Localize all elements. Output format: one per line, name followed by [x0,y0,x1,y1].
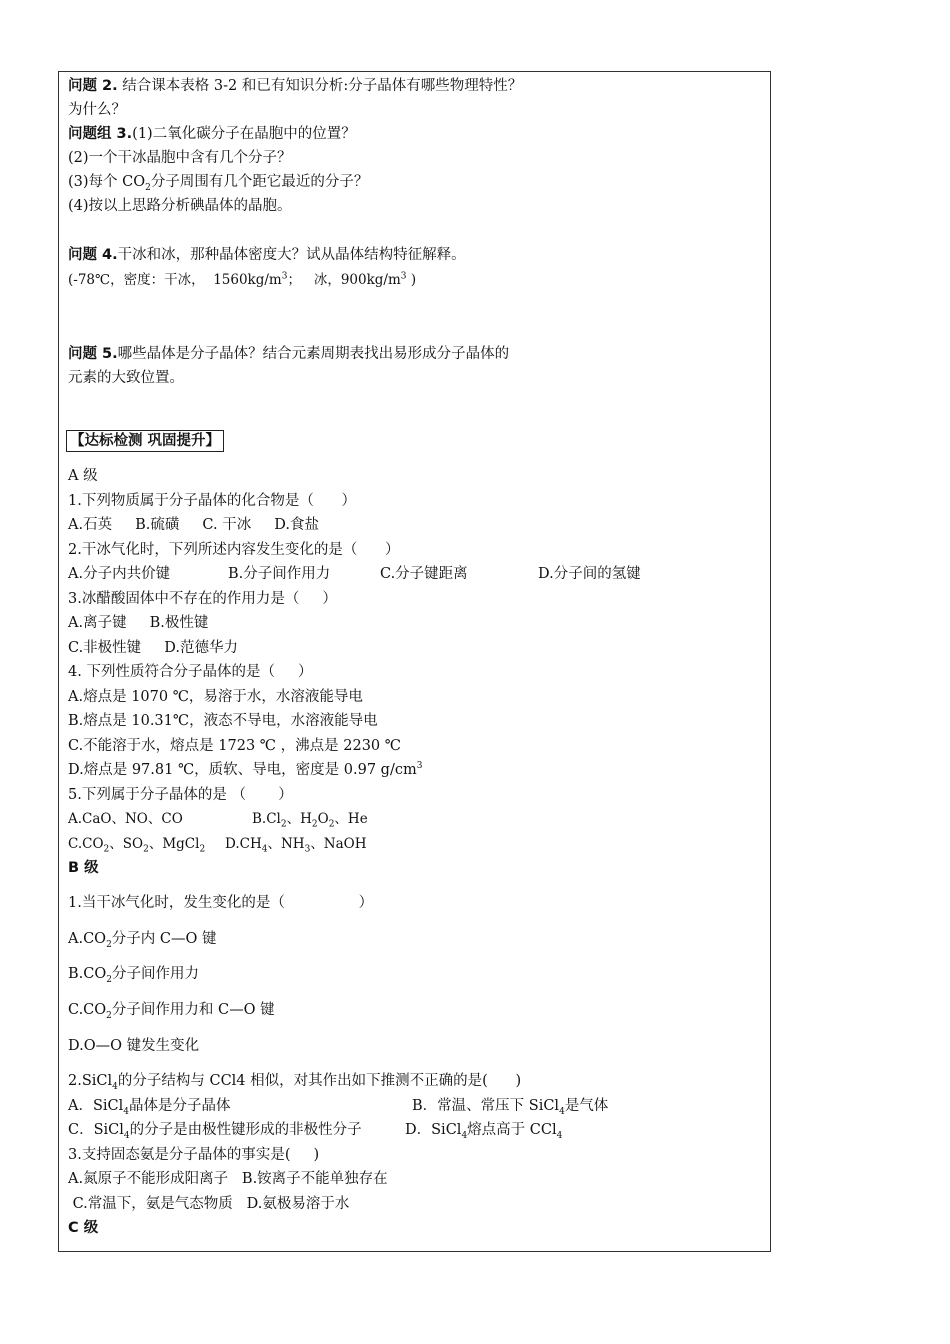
question-2-line2: 为什么？ [68,102,126,118]
question-5-text: 哪些晶体是分子晶体？结合元素周期表找出易形成分子晶体的 [117,346,510,362]
level-a-title: A 级 [68,468,98,484]
a-q4-option-d: D.熔点是 97.81 ℃，质软、导电，密度是 0.97 $g/cm^3$ [68,761,423,778]
b-q3-options-cd: C.常温下，氨是气态物质 D.氨极易溶于水 [68,1196,350,1212]
question-5-line2: 元素的大致位置。 [68,370,184,386]
b-q2: 2.SiCl$_4$的分子结构与 CCl4 相似，对其作出如下推测不正确的是( ) [68,1073,522,1092]
question-3-part4: (4)按以上思路分析碘晶体的晶胞。 [68,198,292,214]
question-3-label: 问题组 3. [68,126,133,142]
question-3-text: (1)二氧化碳分子在晶胞中的位置？ [132,126,356,142]
section-header: 【达标检测 巩固提升】 [66,430,224,452]
a-q4-option-b: B.熔点是 10.31℃，液态不导电，水溶液能导电 [68,713,378,729]
a-q4: 4. 下列性质符合分子晶体的是（ ） [68,664,313,680]
b-q1: 1.当干冰气化时，发生变化的是（ ） [68,895,374,911]
b-q1-option-d: D.O—O 键发生变化 [68,1038,200,1054]
a-q5: 5.下列属于分子晶体的是 （ ） [68,787,293,803]
question-2 [68,76,522,96]
question-2-text: 结合课本表格 3-2 和已有知识分析:分子晶体有哪些物理特性？ [117,78,523,94]
question-2-label: 问题 2. [68,78,118,94]
b-q2-option-a: A．SiCl$_4$晶体是分子晶体 [68,1098,231,1117]
question-4-text: 干冰和冰，那种晶体密度大？试从晶体结构特征解释。 [117,247,466,263]
question-3-part2: (2)一个干冰晶胞中含有几个分子？ [68,150,292,166]
b-q2-option-d: D．SiCl$_4$熔点高于 CCl$_4$ [405,1122,563,1141]
a-q5-option-a: A.CaO、NO、CO [68,811,183,827]
a-q4-option-c: C.不能溶于水，熔点是 1723 ℃ ，沸点是 2230 ℃ [68,738,401,754]
a-q2: 2.干冰气化时，下列所述内容发生变化的是（ ） [68,542,400,558]
b-q3: 3.支持固态氨是分子晶体的事实是( ) [68,1147,320,1163]
question-5 [68,344,509,364]
b-q1-option-c: $C.CO_2$分子间作用力和 C—O 键 [68,1002,275,1021]
question-3 [68,124,356,144]
b-q3-options-ab: A.氮原子不能形成阳离子 B.铵离子不能单独存在 [68,1171,388,1187]
a-q5-option-d: $D.CH_4$、$NH_3$、NaOH [225,836,367,855]
a-q3-options-ab: A.离子键 B.极性键 [68,615,209,631]
level-c-title: C 级 [68,1220,99,1236]
question-4-label: 问题 4. [68,247,118,263]
a-q3-options-cd: C.非极性键 D.范德华力 [68,640,238,656]
a-q2-option-d: D.分子间的氢键 [538,566,641,582]
b-q2-option-c: C．SiCl$_4$的分子是由极性键形成的非极性分子 [68,1122,362,1141]
question-4-data: (-78℃，密度：干冰， $1560kg/m^3$； 冰，$900kg/m^3$ ) [68,271,417,288]
a-q5-option-b: $B.Cl_2$、$H_2O_2$、He [252,811,368,830]
a-q1: 1.下列物质属于分子晶体的化合物是（ ） [68,493,356,509]
question-4 [68,245,466,265]
a-q4-option-a: A.熔点是 1070 ℃，易溶于水，水溶液能导电 [68,689,363,705]
b-q1-option-a: $A.CO_2$分子内 C—O 键 [68,931,217,950]
question-5-label: 问题 5. [68,346,118,362]
a-q2-option-c: C.分子键距离 [380,566,468,582]
a-q5-option-c: $C.CO_2$、$SO_2$、MgCl$_2$ [68,836,206,855]
a-q2-option-a: A.分子内共价键 [68,566,171,582]
question-3-part3: (3)每个 $CO_2$分子周围有几个距它最近的分子？ [68,174,369,193]
a-q3: 3.冰醋酸固体中不存在的作用力是（ ） [68,591,337,607]
b-q2-option-b: B．常温、常压下 SiCl$_4$是气体 [412,1098,609,1117]
level-b-title: B 级 [68,860,99,876]
a-q1-options: A.石英 B.硫磺 C. 干冰 D.食盐 [68,517,319,533]
a-q2-option-b: B.分子间作用力 [228,566,331,582]
b-q1-option-b: $B.CO_2$分子间作用力 [68,966,199,985]
